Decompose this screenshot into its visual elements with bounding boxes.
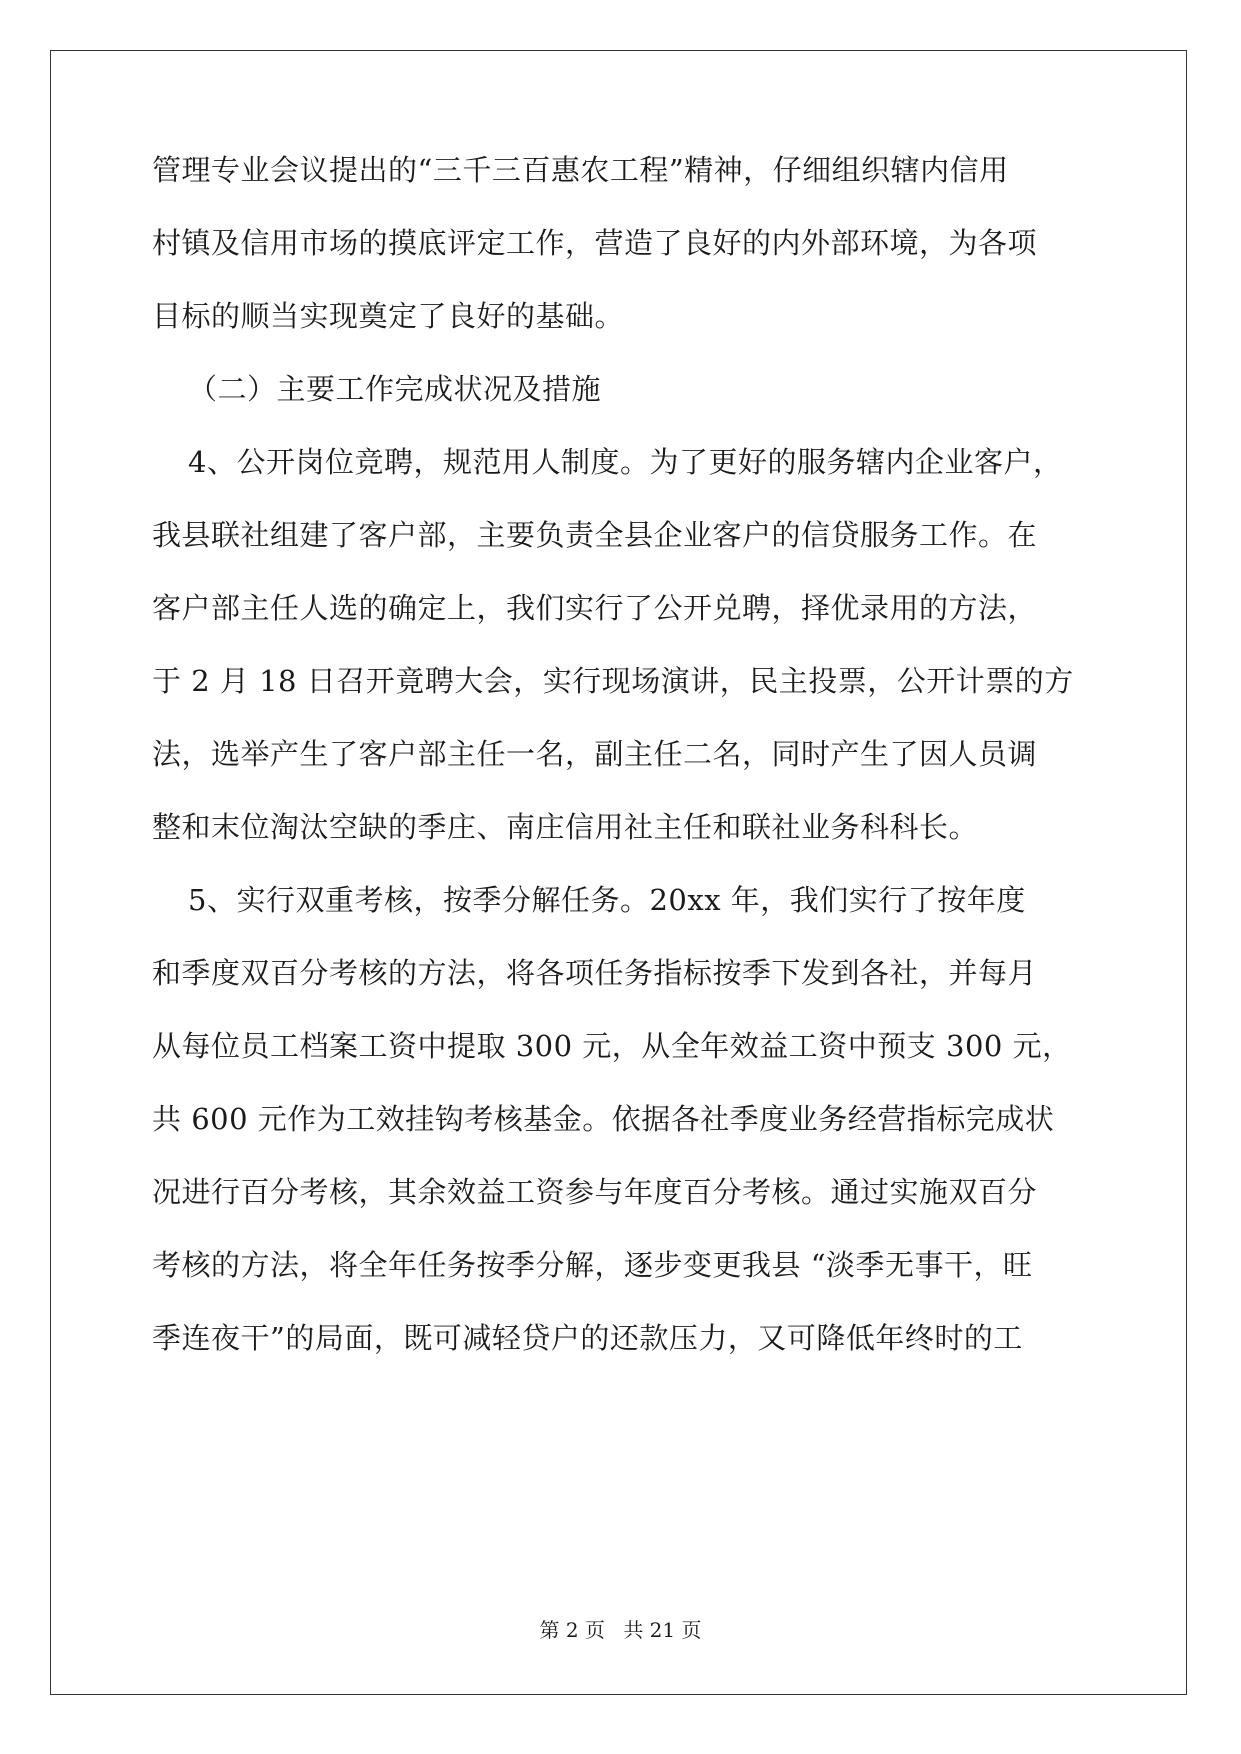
text-line-16: 考核的方法，将全年任务按季分解，逐步变更我县 “淡季无事干，旺	[152, 1248, 1033, 1282]
page-total: 共 21 页	[623, 1618, 702, 1642]
text-line-8: 于 2 月 18 日召开竟聘大会，实行现场演讲，民主投票，公开计票的方	[152, 664, 1074, 698]
text-line-14: 共 600 元作为工效挂钩考核基金。依据各社季度业务经营指标完成状	[152, 1102, 1055, 1136]
page-footer	[0, 1618, 1241, 1642]
text-line-17: 季连夜干”的局面，既可减轻贷户的还款压力，又可降低年终时的工	[152, 1321, 1023, 1355]
text-line-11: 5、实行双重考核，按季分解任务。20xx 年，我们实行了按年度	[188, 883, 1026, 917]
section-heading: （二）主要工作完成状况及措施	[188, 372, 602, 406]
text-line-7: 客户部主任人选的确定上，我们实行了公开兑聘，择优录用的方法，	[152, 591, 1038, 625]
text-line-2: 村镇及信用市场的摸底评定工作，营造了良好的内外部环境，为各项	[152, 226, 1038, 260]
text-line-5: 4、公开岗位竞聘，规范用人制度。为了更好的服务辖内企业客户，	[188, 445, 1063, 479]
text-line-6: 我县联社组建了客户部，主要负责全县企业客户的信贷服务工作。在	[152, 518, 1038, 552]
text-line-13: 从每位员工档案工资中提取 300 元，从全年效益工资中预支 300 元，	[152, 1029, 1072, 1063]
text-line-12: 和季度双百分考核的方法，将各项任务指标按季下发到各社，并每月	[152, 956, 1038, 990]
text-line-3: 目标的顺当实现奠定了良好的基础。	[152, 299, 625, 333]
text-line-15: 况进行百分考核，其余效益工资参与年度百分考核。通过实施双百分	[152, 1175, 1038, 1209]
text-line-1: 管理专业会议提出的“三千三百惠农工程”精神，仔细组织辖内信用	[152, 153, 1009, 187]
page-number: 第 2 页	[539, 1618, 605, 1642]
text-line-10: 整和末位淘汰空缺的季庄、南庄信用社主任和联社业务科科长。	[152, 810, 979, 844]
text-line-9: 法，选举产生了客户部主任一名，副主任二名，同时产生了因人员调	[152, 737, 1038, 771]
